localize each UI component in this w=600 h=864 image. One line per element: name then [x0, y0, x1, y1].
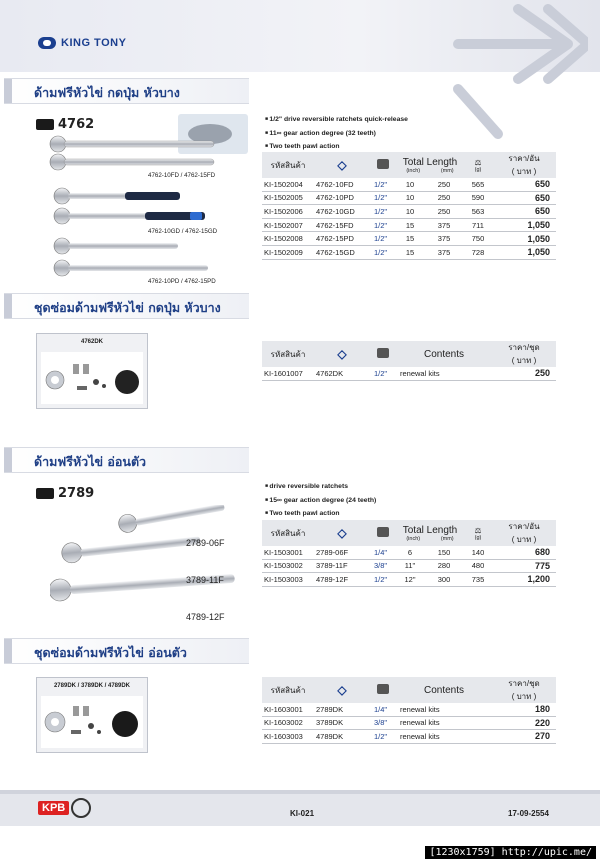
- page-date: 17-09-2554: [508, 809, 549, 818]
- table-2789: [262, 520, 556, 587]
- th-drive-icon: [370, 677, 396, 703]
- cell-price: 250: [492, 367, 556, 380]
- cell-length-inch: 11": [396, 559, 424, 573]
- th-kt-icon: [314, 152, 370, 178]
- th-price: ราคา/อัน ( บาท ): [492, 520, 556, 546]
- th-code: รหัสสินค้า: [262, 152, 314, 178]
- socket-drive-icon: [377, 159, 389, 169]
- cell-code: KI-1502006: [262, 205, 314, 219]
- feature-item: ■ drive reversible ratchets: [265, 480, 376, 494]
- table-header: [262, 677, 556, 703]
- cell-drive-size: 1/4": [370, 546, 396, 559]
- cell-price: 180: [492, 703, 556, 716]
- cell-length-inch: 15: [396, 218, 424, 232]
- cell-length-mm: 250: [424, 205, 464, 219]
- cell-length-inch: 15: [396, 245, 424, 259]
- th-drive-icon: [370, 152, 396, 178]
- cell-contents: renewal kits: [396, 716, 492, 730]
- kit-parts-image: [41, 696, 143, 748]
- cell-model: 2789DK: [314, 703, 370, 716]
- cell-drive-size: 3/8": [370, 716, 396, 730]
- watermark: [1230x1759] http://upic.me/: [425, 846, 596, 859]
- cell-price: 775: [492, 559, 556, 573]
- cell-length-inch: 10: [396, 205, 424, 219]
- socket-drive-icon: [377, 684, 389, 694]
- decorative-arrows: [438, 4, 588, 144]
- cell-drive-size: 1/2": [370, 232, 396, 246]
- cell-model: 4762-15GD: [314, 245, 370, 259]
- cell-weight: 565: [464, 178, 492, 191]
- king-tony-icon: ◇: [337, 526, 347, 540]
- cell-price: 650: [492, 178, 556, 191]
- cell-drive-size: 1/2": [370, 178, 396, 191]
- cell-contents: renewal kits: [396, 367, 492, 380]
- table-row: [262, 367, 556, 380]
- kit-box-label: 2789DK / 3789DK / 4789DK: [53, 683, 131, 689]
- th-price: ราคา/อัน ( บาท ): [492, 152, 556, 178]
- cell-length-mm: 375: [424, 245, 464, 259]
- cell-model: 4762-10PD: [314, 191, 370, 205]
- cell-drive-size: 1/2": [370, 573, 396, 587]
- king-tony-icon: ◇: [337, 683, 347, 697]
- cell-length-mm: 375: [424, 232, 464, 246]
- model-marker-icon: [36, 488, 54, 499]
- cell-length-mm: 250: [424, 178, 464, 191]
- socket-drive-icon: [377, 348, 389, 358]
- cell-model: 3789DK: [314, 716, 370, 730]
- cell-drive-size: 1/2": [370, 730, 396, 744]
- cell-weight: 711: [464, 218, 492, 232]
- cell-contents: renewal kits: [396, 730, 492, 744]
- cell-code: KI-1503001: [262, 546, 314, 559]
- feature-item: ■ Two teeth pawl action: [265, 507, 376, 521]
- table-row: [262, 730, 556, 744]
- section-title-2789dk: [4, 638, 249, 664]
- cell-length-mm: 300: [424, 573, 464, 587]
- ratchet-2789-images: [50, 505, 250, 620]
- cell-length-mm: 250: [424, 191, 464, 205]
- table-row: [262, 559, 556, 573]
- cell-length-mm: 280: [424, 559, 464, 573]
- table-4762dk: [262, 341, 556, 381]
- th-kt-icon: [314, 341, 370, 367]
- cell-length-mm: 150: [424, 546, 464, 559]
- cell-code: KI-1603003: [262, 730, 314, 744]
- cell-code: KI-1502008: [262, 232, 314, 246]
- cell-code: KI-1503002: [262, 559, 314, 573]
- cell-weight: 563: [464, 205, 492, 219]
- cell-code: KI-1603001: [262, 703, 314, 716]
- page-code: KI-021: [290, 809, 315, 818]
- kit-box-4762dk: [36, 333, 148, 409]
- model-number: 4762: [58, 117, 95, 132]
- brand-name: KING TONY: [61, 37, 127, 49]
- section-title-2789: [4, 447, 249, 473]
- king-tony-logo-icon: [38, 37, 56, 49]
- cell-price: 680: [492, 546, 556, 559]
- kit-parts-image: [41, 352, 143, 404]
- feature-item: ■ Two teeth pawl action: [265, 140, 408, 154]
- kit-box-2789dk: [36, 677, 148, 753]
- feature-item: ■ 15∞ gear action degree (24 teeth): [265, 494, 376, 508]
- cell-weight: 750: [464, 232, 492, 246]
- cell-code: KI-1502007: [262, 218, 314, 232]
- th-total-length: Total Length (inch) (mm): [396, 520, 464, 546]
- th-code: รหัสสินค้า: [262, 341, 314, 367]
- cell-length-inch: 12": [396, 573, 424, 587]
- th-code: รหัสสินค้า: [262, 677, 314, 703]
- th-kt-icon: [314, 520, 370, 546]
- cell-code: KI-1502005: [262, 191, 314, 205]
- cell-model: 3789-11F: [314, 559, 370, 573]
- cell-drive-size: 1/2": [370, 367, 396, 380]
- scale-icon: ⚖: [474, 525, 482, 535]
- kpb-logo: [38, 798, 91, 818]
- cell-model: 4762-15FD: [314, 218, 370, 232]
- table-row: [262, 546, 556, 559]
- feature-item: ■ 1/2" drive reversible ratchets quick-release: [265, 113, 408, 127]
- cell-model: 4762DK: [314, 367, 370, 380]
- ratchet-4762-images: [40, 112, 250, 292]
- cell-model: 4762-15PD: [314, 232, 370, 246]
- cell-drive-size: 1/2": [370, 245, 396, 259]
- cell-price: 1,050: [492, 232, 556, 246]
- kpb-logo-icon: [71, 798, 91, 818]
- cell-drive-size: 3/8": [370, 559, 396, 573]
- table-row: [262, 232, 556, 246]
- th-code: รหัสสินค้า: [262, 520, 314, 546]
- cell-contents: renewal kits: [396, 703, 492, 716]
- th-contents: Contents: [396, 677, 492, 703]
- section-title-text: ชุดซ่อมด้ามฟรีหัวไข่ กดปุ่ม หัวบาง: [34, 300, 221, 315]
- caption-2789-06f: 2789-06F: [186, 538, 225, 548]
- th-price: ราคา/ชุด ( บาท ): [492, 341, 556, 367]
- socket-drive-icon: [377, 527, 389, 537]
- section-title-text: ด้ามฟรีหัวไข่ กดปุ่ม หัวบาง: [34, 85, 180, 100]
- kit-box-label: 4762DK: [80, 339, 103, 345]
- cell-drive-size: 1/2": [370, 218, 396, 232]
- cell-price: 270: [492, 730, 556, 744]
- th-drive-icon: [370, 520, 396, 546]
- cell-code: KI-1603002: [262, 716, 314, 730]
- cell-weight: 735: [464, 573, 492, 587]
- cell-length-inch: 10: [396, 191, 424, 205]
- model-number: 2789: [58, 486, 95, 501]
- cell-model: 4762-10GD: [314, 205, 370, 219]
- table-2789dk: [262, 677, 556, 744]
- th-total-length: Total Length (inch) (mm): [396, 152, 464, 178]
- caption-gd: 4762-10GD / 4762-15GD: [148, 228, 218, 235]
- cell-model: 4789DK: [314, 730, 370, 744]
- cell-length-mm: 375: [424, 218, 464, 232]
- cell-price: 1,200: [492, 573, 556, 587]
- cell-length-inch: 10: [396, 178, 424, 191]
- kpb-logo-text: KPB: [38, 801, 69, 815]
- features-4762: [265, 113, 408, 154]
- cell-price: 650: [492, 191, 556, 205]
- cell-code: KI-1502009: [262, 245, 314, 259]
- cell-weight: 480: [464, 559, 492, 573]
- table-row: [262, 178, 556, 191]
- section-title-4762: [4, 78, 249, 104]
- cell-price: 650: [492, 205, 556, 219]
- cell-model: 4789-12F: [314, 573, 370, 587]
- cell-drive-size: 1/2": [370, 191, 396, 205]
- caption-4789-12f: 4789-12F: [186, 612, 225, 622]
- th-weight: ⚖ (g): [464, 152, 492, 178]
- table-row: [262, 716, 556, 730]
- cell-code: KI-1502004: [262, 178, 314, 191]
- cell-model: 2789-06F: [314, 546, 370, 559]
- section-title-text: ด้ามฟรีหัวไข่ อ่อนตัว: [34, 454, 147, 469]
- table-header: [262, 520, 556, 546]
- th-price: ราคา/ชุด ( บาท ): [492, 677, 556, 703]
- cell-drive-size: 1/4": [370, 703, 396, 716]
- features-2789: [265, 480, 376, 521]
- caption-3789-11f: 3789-11F: [186, 575, 224, 585]
- table-row: [262, 573, 556, 587]
- th-contents: Contents: [396, 341, 492, 367]
- caption-pd: 4762-10PD / 4762-15PD: [148, 278, 216, 285]
- table-header: [262, 152, 556, 178]
- king-tony-icon: ◇: [337, 158, 347, 172]
- cell-length-inch: 15: [396, 232, 424, 246]
- cell-price: 1,050: [492, 245, 556, 259]
- cell-code: KI-1601007: [262, 367, 314, 380]
- table-4762: [262, 152, 556, 260]
- table-row: [262, 218, 556, 232]
- king-tony-icon: ◇: [337, 347, 347, 361]
- brand-logo: [38, 37, 126, 49]
- table-header: [262, 341, 556, 367]
- feature-item: ■ 11∞ gear action degree (32 teeth): [265, 127, 408, 141]
- table-row: [262, 191, 556, 205]
- cell-model: 4762-10FD: [314, 178, 370, 191]
- cell-drive-size: 1/2": [370, 205, 396, 219]
- cell-weight: 590: [464, 191, 492, 205]
- th-kt-icon: [314, 677, 370, 703]
- scale-icon: ⚖: [474, 157, 482, 167]
- cell-weight: 728: [464, 245, 492, 259]
- cell-code: KI-1503003: [262, 573, 314, 587]
- th-drive-icon: [370, 341, 396, 367]
- cell-price: 220: [492, 716, 556, 730]
- cell-length-inch: 6: [396, 546, 424, 559]
- table-row: [262, 205, 556, 219]
- th-weight: ⚖ (g): [464, 520, 492, 546]
- cell-price: 1,050: [492, 218, 556, 232]
- model-label-2789: [36, 486, 94, 501]
- cell-weight: 140: [464, 546, 492, 559]
- table-row: [262, 703, 556, 716]
- section-title-text: ชุดซ่อมด้ามฟรีหัวไข่ อ่อนตัว: [34, 645, 187, 660]
- table-row: [262, 245, 556, 259]
- section-title-4762dk: [4, 293, 249, 319]
- caption-fd: 4762-10FD / 4762-15FD: [148, 172, 216, 179]
